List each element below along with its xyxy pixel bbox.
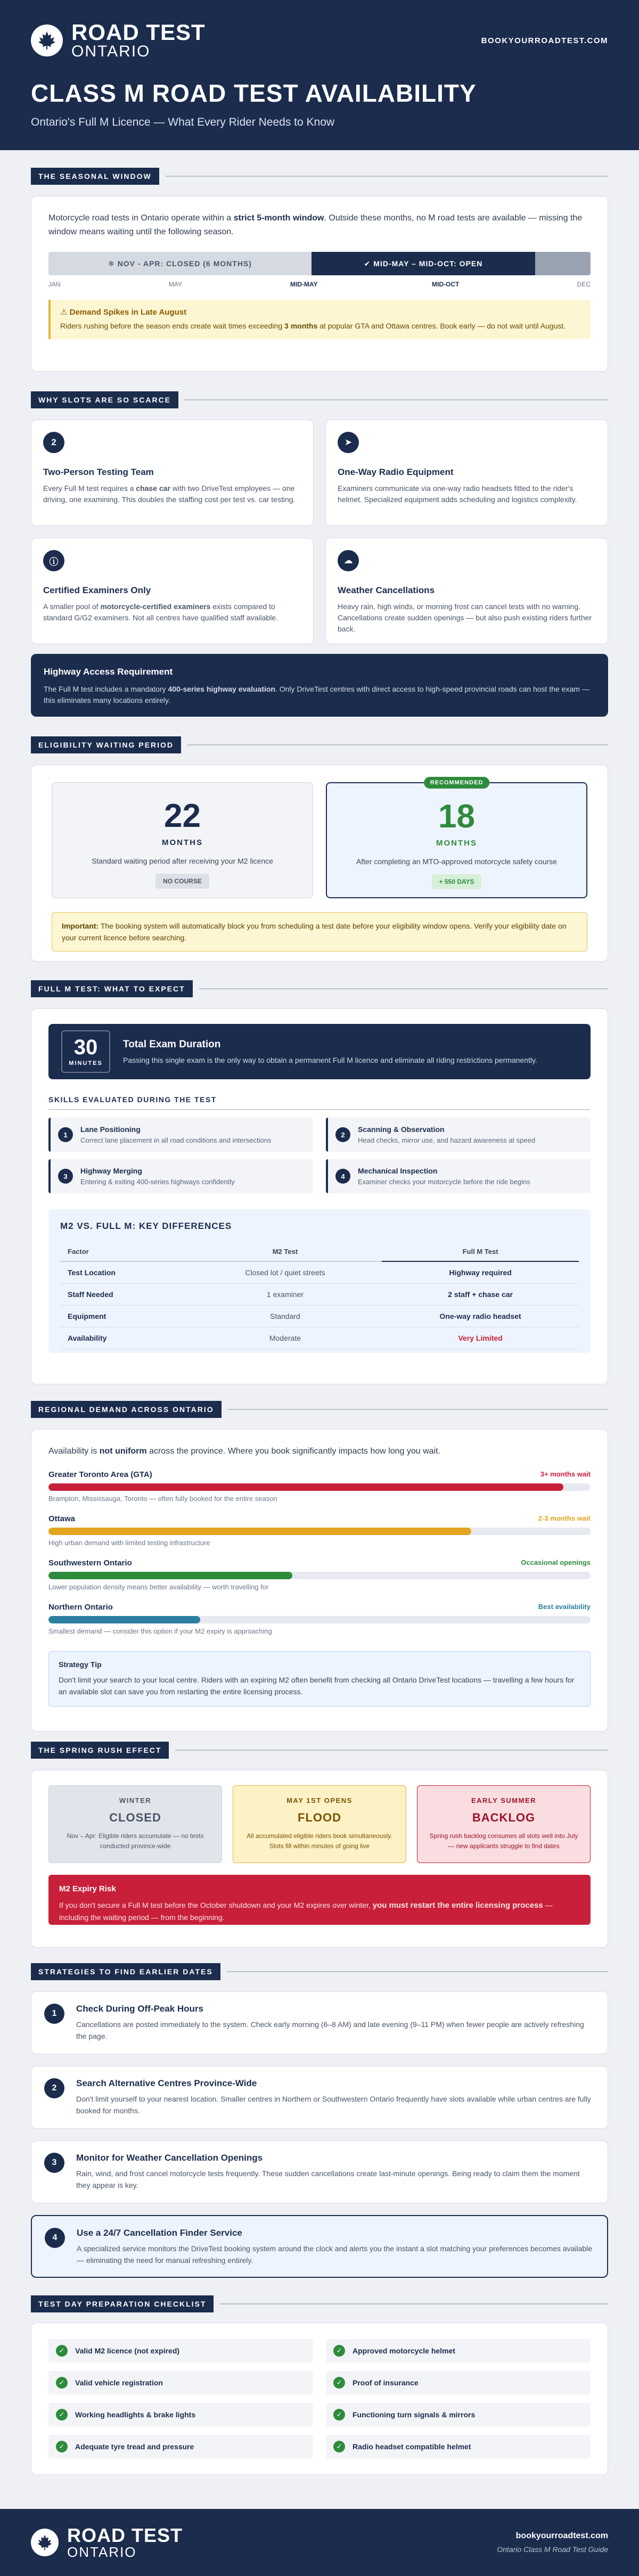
section-spring-label: THE SPRING RUSH EFFECT bbox=[31, 1741, 608, 1759]
phase-backlog: EARLY SUMMER BACKLOG Spring rush backlog consumes all slots well into July — new applicants struggle to find dates bbox=[417, 1785, 591, 1863]
expiry-risk: M2 Expiry Risk If you don't secure a Full M test before the October shutdown and your M2 expires over winter, you must restart the entire licensing process — including the waiting period — from the beginning. bbox=[48, 1875, 591, 1925]
region-wait: 3+ months wait bbox=[540, 1470, 591, 1478]
section-strategies-label: STRATEGIES TO FIND EARLIER DATES bbox=[31, 1963, 608, 1981]
seasonal-intro: Motorcycle road tests in Ontario operate within a strict 5-month window. Outside these months, no M road tests are available — missing the window means waiting until the following season. bbox=[48, 214, 583, 236]
no-course-badge: NO COURSE bbox=[155, 874, 209, 889]
table-row: Equipment Standard One-way radio headset bbox=[60, 1306, 579, 1327]
checklist-label: Valid M2 licence (not expired) bbox=[75, 2347, 180, 2355]
region-wait: 2-3 months wait bbox=[538, 1514, 591, 1522]
region-row bbox=[48, 1558, 591, 1591]
maple-leaf-icon bbox=[31, 24, 63, 56]
region-bar-fill bbox=[48, 1616, 200, 1623]
checklist-item bbox=[326, 2435, 591, 2458]
month-label: JAN bbox=[48, 281, 61, 288]
page-subtitle: Ontario's Full M Licence — What Every Rider Needs to Know bbox=[31, 116, 335, 128]
region-bar-fill bbox=[48, 1572, 292, 1579]
highway-requirement: Highway Access Requirement The Full M test includes a mandatory 400-series highway evaluation. Only DriveTest centres with direct access to high-speed provincial roads can host the exam — this eliminates many locations entirely. bbox=[31, 654, 608, 717]
season-timeline bbox=[48, 252, 591, 275]
footer-tagline: Ontario Class M Road Test Guide bbox=[497, 2545, 608, 2554]
region-bar bbox=[48, 1528, 591, 1535]
timeline-closed: ❄ NOV - APR: CLOSED (6 MONTHS) bbox=[48, 252, 312, 275]
checklist-item bbox=[48, 2339, 313, 2362]
checklist-label: Adequate tyre tread and pressure bbox=[75, 2442, 194, 2451]
month-label: MID-OCT bbox=[432, 281, 460, 288]
check-icon: ✓ bbox=[333, 2441, 345, 2452]
month-label: DEC bbox=[577, 281, 591, 288]
section-scarce-label: WHY SLOTS ARE SO SCARCE bbox=[31, 391, 608, 409]
skills-heading: SKILLS EVALUATED DURING THE TEST bbox=[48, 1095, 217, 1104]
region-note: Smallest demand — consider this option if your M2 expiry is approaching bbox=[48, 1627, 272, 1635]
checklist-item bbox=[48, 2403, 313, 2426]
table-row: Availability Moderate Very Limited bbox=[60, 1327, 579, 1349]
skill-item: 3 Highway Merging Entering & exiting 400-series highways confidently bbox=[48, 1159, 313, 1193]
savings-badge: + 550 DAYS bbox=[432, 874, 482, 889]
check-icon: ✓ bbox=[333, 2409, 345, 2421]
region-name: Greater Toronto Area (GTA) bbox=[48, 1470, 152, 1479]
footer-site-link[interactable]: bookyourroadtest.com bbox=[515, 2531, 608, 2540]
course-wait-box: RECOMMENDED 18 MONTHS After completing an MTO-approved motorcycle safety course + 550 DAYS bbox=[326, 782, 587, 898]
region-name: Northern Ontario bbox=[48, 1603, 113, 1612]
header bbox=[0, 0, 639, 150]
site-link[interactable]: BOOKYOURROADTEST.COM bbox=[481, 36, 608, 45]
region-row bbox=[48, 1514, 591, 1547]
skill-item: 1 Lane Positioning Correct lane placement in all road conditions and intersections bbox=[48, 1118, 313, 1152]
region-row bbox=[48, 1470, 591, 1503]
region-bar-fill bbox=[48, 1483, 563, 1491]
region-bar bbox=[48, 1483, 591, 1491]
regional-card bbox=[31, 1429, 608, 1732]
brand-line1: ROAD TEST bbox=[71, 20, 206, 45]
comparison-table: Factor M2 Test Full M Test Test Location Closed lot / quiet streets Highway required Staff Needed 1 examiner 2 staff + chase car Equipment Standard One-way radio headset Availability Moderate Very Limited bbox=[60, 1242, 579, 1349]
checklist-item bbox=[326, 2339, 591, 2362]
checklist-item bbox=[326, 2403, 591, 2426]
spring-card bbox=[31, 1770, 608, 1948]
eligibility-card bbox=[31, 765, 608, 962]
check-icon: ✓ bbox=[56, 2409, 68, 2421]
checklist-item bbox=[326, 2371, 591, 2394]
region-bar bbox=[48, 1572, 591, 1579]
comparison-panel: M2 VS. FULL M: KEY DIFFERENCES Factor M2 Test Full M Test Test Location Closed lot / quiet streets Highway required Staff Needed 1 examiner 2 staff + chase car Equipment Standard One-way radio headset Availability Moderate Very Limited bbox=[48, 1209, 591, 1353]
section-fullm-label: FULL M TEST: WHAT TO EXPECT bbox=[31, 980, 608, 998]
scarce-card: ➤ One-Way Radio Equipment Examiners communicate via one-way radio headsets fitted to the rider's helmet. Specialized equipment adds scheduling and logistics complexity. bbox=[325, 420, 608, 526]
scarce-card: ⓘ Certified Examiners Only A smaller pool of motorcycle-certified examiners exists compared to standard G/G2 examiners. Not all centres have qualified staff available. bbox=[31, 538, 314, 644]
table-row: Test Location Closed lot / quiet streets Highway required bbox=[60, 1261, 579, 1284]
strategy-item-highlighted: 4 Use a 24/7 Cancellation Finder Service A specialized service monitors the DriveTest booking system around the clock and alerts you the instant a slot matching your preferences becomes available — eliminating the need for manual refreshing entirely. bbox=[31, 2215, 608, 2278]
checklist-label: Functioning turn signals & mirrors bbox=[353, 2410, 476, 2419]
standard-wait-box: 22 MONTHS Standard waiting period after receiving your M2 licence NO COURSE bbox=[52, 782, 313, 898]
brand-line2: ONTARIO bbox=[71, 43, 151, 60]
regional-intro: Availability is not uniform across the province. Where you book significantly impacts how long you wait. bbox=[48, 1447, 440, 1456]
strategy-tip: Strategy Tip Don't limit your search to your local centre. Riders with an expiring M2 often benefit from checking all Ontario DriveTest locations — travelling a few hours for an available slot can save you from restarting the entire licensing process. bbox=[48, 1651, 591, 1707]
check-icon: ✓ bbox=[56, 2377, 68, 2389]
timeline-months bbox=[48, 278, 591, 291]
checklist-label: Radio headset compatible helmet bbox=[353, 2442, 471, 2451]
checklist-label: Valid vehicle registration bbox=[75, 2378, 163, 2387]
section-regional-label: REGIONAL DEMAND ACROSS ONTARIO bbox=[31, 1400, 608, 1418]
region-note: Lower population density means better availability — worth travelling for bbox=[48, 1583, 269, 1591]
fullm-card bbox=[31, 1008, 608, 1384]
phases bbox=[48, 1785, 591, 1863]
scarce-card: 2 Two-Person Testing Team Every Full M test requires a chase car with two DriveTest employees — one driving, one examining. This doubles the staffing cost per test vs. car testing. bbox=[31, 420, 314, 526]
scarce-grid bbox=[31, 420, 608, 644]
strategy-item: 1 Check During Off-Peak Hours Cancellations are posted immediately to the system. Check early morning (6–8 AM) and late evening (9–11 PM) when fewer people are actively refreshing the page. bbox=[31, 1991, 608, 2054]
month-label: MAY bbox=[169, 281, 183, 288]
region-name: Southwestern Ontario bbox=[48, 1558, 132, 1568]
section-seasonal-label: THE SEASONAL WINDOW bbox=[31, 167, 608, 185]
section-checklist-label: TEST DAY PREPARATION CHECKLIST bbox=[31, 2295, 608, 2313]
footer-logo[interactable] bbox=[31, 2526, 183, 2559]
info-icon: ⓘ bbox=[43, 550, 64, 571]
phase-flood: MAY 1ST OPENS FLOOD All accumulated eligible riders book simultaneously. Slots fill within minutes of going live bbox=[233, 1785, 406, 1863]
checklist-label: Working headlights & brake lights bbox=[75, 2410, 196, 2419]
section-eligibility-label: ELIGIBILITY WAITING PERIOD bbox=[31, 736, 608, 754]
scarce-card: ☁ Weather Cancellations Heavy rain, high winds, or morning frost can cancel tests with no warning. Cancellations create sudden openings — but also push existing riders further back. bbox=[325, 538, 608, 644]
strategy-item: 3 Monitor for Weather Cancellation Openings Rain, wind, and frost cancel motorcycle tests frequently. These sudden cancellations create last-minute openings. Being ready to claim them the moment they appear is key. bbox=[31, 2140, 608, 2203]
region-name: Ottawa bbox=[48, 1514, 76, 1523]
strategy-item: 2 Search Alternative Centres Province-Wide Don't limit yourself to your nearest location. Smaller centres in Northern or Southwestern Ontario frequently have slots available while urban centres are fully booked for months. bbox=[31, 2066, 608, 2129]
check-icon: ✓ bbox=[333, 2345, 345, 2357]
eligibility-note: Important: The booking system will automatically block you from scheduling a test date before your eligibility window opens. Verify your eligibility date on your current licence before searching. bbox=[52, 912, 587, 951]
region-wait: Best availability bbox=[538, 1603, 591, 1611]
checklist bbox=[48, 2339, 591, 2458]
checklist-item bbox=[48, 2435, 313, 2458]
checklist-card bbox=[31, 2323, 608, 2475]
region-bar-fill bbox=[48, 1528, 471, 1535]
check-icon: ✓ bbox=[56, 2441, 68, 2452]
maple-leaf-icon bbox=[31, 2529, 59, 2556]
skills-list bbox=[48, 1118, 591, 1193]
timeline-open: ✔ MID-MAY – MID-OCT: OPEN bbox=[312, 252, 535, 275]
checklist-item bbox=[48, 2371, 313, 2394]
table-row: Staff Needed 1 examiner 2 staff + chase car bbox=[60, 1284, 579, 1306]
skill-item: 2 Scanning & Observation Head checks, mirror use, and hazard awareness at speed bbox=[326, 1118, 591, 1152]
seasonal-card bbox=[31, 196, 608, 372]
skill-item: 4 Mechanical Inspection Examiner checks your motorcycle before the ride begins bbox=[326, 1159, 591, 1193]
region-note: Brampton, Mississauga, Toronto — often fully booked for the entire season bbox=[48, 1495, 277, 1503]
page-title: CLASS M ROAD TEST AVAILABILITY bbox=[31, 79, 477, 107]
demand-warning: ⚠ Demand Spikes in Late August Riders rushing before the season ends create wait times exceeding 3 months at popular GTA and Ottawa centres. Book early — do not wait until August. bbox=[48, 300, 591, 339]
recommended-badge: RECOMMENDED bbox=[424, 777, 490, 789]
exam-duration: 30 MINUTES Total Exam Duration Passing this single exam is the only way to obtain a permanent Full M licence and eliminate all riding restrictions permanently. bbox=[48, 1024, 591, 1079]
navigation-arrow-icon: ➤ bbox=[338, 432, 359, 453]
phase-winter: WINTER CLOSED Nov – Apr: Eligible riders accumulate — no tests conducted province-wide bbox=[48, 1785, 222, 1863]
month-label: MID-MAY bbox=[290, 281, 318, 288]
region-note: High urban demand with limited testing infrastructure bbox=[48, 1539, 210, 1547]
footer-brand-line2: ONTARIO bbox=[67, 2544, 137, 2560]
logo[interactable] bbox=[31, 21, 206, 60]
number-two-icon: 2 bbox=[43, 432, 64, 453]
region-row bbox=[48, 1603, 591, 1635]
footer bbox=[0, 2509, 639, 2576]
check-icon: ✓ bbox=[333, 2377, 345, 2389]
timeline-end bbox=[535, 252, 591, 275]
footer-brand-line1: ROAD TEST bbox=[67, 2524, 183, 2546]
region-wait: Occasional openings bbox=[521, 1558, 591, 1566]
region-bar bbox=[48, 1616, 591, 1623]
checklist-label: Proof of insurance bbox=[353, 2378, 419, 2387]
cloud-icon: ☁ bbox=[338, 550, 359, 571]
check-icon: ✓ bbox=[56, 2345, 68, 2357]
checklist-label: Approved motorcycle helmet bbox=[353, 2347, 455, 2355]
